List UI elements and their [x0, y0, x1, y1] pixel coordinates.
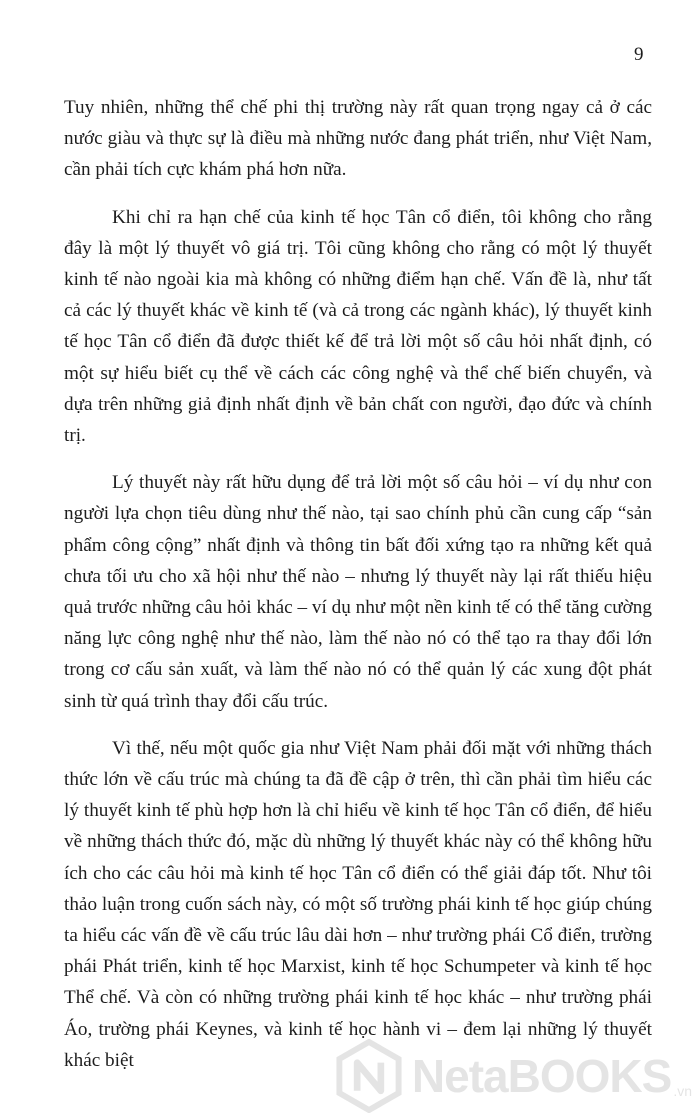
netabooks-logo-icon [332, 1039, 406, 1113]
watermark-suffix: .vn [673, 1083, 692, 1099]
page-number: 9 [634, 44, 644, 65]
paragraph-2: Khi chỉ ra hạn chế của kinh tế học Tân cổ điển, tôi không cho rằng đây là một lý thuyết vô giá trị. Tôi cũng không cho rằng có một lý thuyết kinh tế nào ngoài kia mà không có những điểm hạn chế. Vấn đề là, như tất cả các lý thuyết khác về kinh tế (và cả trong các ngành khác), lý thuyết kinh tế học Tân cổ điển đã được thiết kế để trả lời một số câu hỏi nhất định, có một sự hiểu biết cụ thể về cách các công nghệ và thể chế biến chuyển, và dựa trên những giả định nhất định về bản chất con người, đạo đức và chính trị. [64, 206, 652, 447]
paragraph-3: Lý thuyết này rất hữu dụng để trả lời một số câu hỏi – ví dụ như con người lựa chọn tiêu dùng như thế nào, tại sao chính phủ cần cung cấp “sản phẩm công cộng” nhất định và thông tin bất đối xứng tạo ra những kết quả chưa tối ưu cho xã hội như thế nào – nhưng lý thuyết này lại rất thiếu hiệu quả trước những câu hỏi khác – ví dụ như một nền kinh tế có thể tăng cường năng lực công nghệ như thế nào, làm thế nào nó có thể tạo ra thay đổi lớn trong cơ cấu sản xuất, và làm thế nào nó có thể quản lý các xung đột phát sinh từ quá trình thay đổi cấu trúc. [64, 472, 652, 712]
watermark-text: NetaBOOKS [411, 1050, 672, 1102]
paragraph-4: Vì thế, nếu một quốc gia như Việt Nam phải đối mặt với những thách thức lớn về cấu trúc mà chúng ta đã đề cập ở trên, thì cần phải tìm hiểu các lý thuyết kinh tế phù hợp hơn là chỉ hiểu về kinh tế học Tân cổ điển, để hiểu về những thách thức đó, mặc dù những lý thuyết khác này có thể không hữu ích cho các câu hỏi mà kinh tế học Tân cổ điển có thể giải đáp tốt. Như tôi thảo luận trong cuốn sách này, có một số trường phái kinh tế học giúp chúng ta hiểu các vấn đề về cấu trúc lâu dài hơn – như trường phái Cổ điển, trường phái Phát triển, kinh tế học Marxist, kinh tế học Schumpeter và kinh tế học Thể chế. Và còn có những trường phái kinh tế học khác – như trường phái Áo, trường phái Keynes, và kinh tế học hành vi – đem lại những lý thuyết khác biệt [64, 737, 652, 1071]
netabooks-watermark [332, 1039, 692, 1113]
page-body [64, 92, 652, 1092]
paragraph-1: Tuy nhiên, những thể chế phi thị trường này rất quan trọng ngay cả ở các nước giàu và thực sự là điều mà những nước đang phát triển, như Việt Nam, cần phải tích cực khám phá hơn nữa. [64, 97, 652, 181]
